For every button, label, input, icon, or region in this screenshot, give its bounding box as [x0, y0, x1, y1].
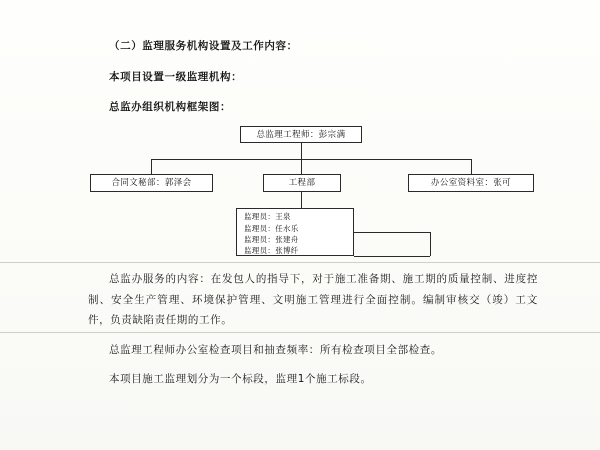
- staff-row: 监理员：张建舟: [244, 234, 299, 244]
- connector-top-stem: [301, 143, 302, 159]
- org-node-staff-list: [236, 208, 354, 256]
- staff-row: 监理员：任水乐: [244, 223, 299, 233]
- connector-drop-middle: [301, 159, 302, 174]
- connector-tail-vertical: [430, 232, 431, 256]
- org-node-engineering-dept: 工程部: [263, 174, 341, 192]
- paragraph-service-content: 总监办服务的内容：在发包人的指导下，对于施工准备期、施工期的质量控制、进度控制、安全生产管理、环境保护管理、文明施工管理进行全面控制。编制审核交（竣）工文件，负责缺陷责任期的工作。: [88, 273, 538, 327]
- section-heading: （二）监理服务机构设置及工作内容：: [109, 40, 298, 52]
- staff-row: 监理员：张博纤: [244, 246, 299, 256]
- connector-tail-bottom: [354, 256, 430, 257]
- line-project-level: 本项目设置一级监理机构：: [109, 71, 243, 84]
- line-framework-title: 总监办组织机构框架图：: [109, 100, 232, 113]
- document-content: [88, 36, 538, 399]
- org-chart: [88, 126, 538, 263]
- connector-middle-stem: [301, 192, 302, 208]
- paragraph-lot-division: 本项目施工监理划分为一个标段，监理1个施工标段。: [109, 373, 372, 386]
- org-node-office-archives: 办公室资料室：张可: [408, 174, 534, 192]
- connector-tail-top: [354, 232, 430, 233]
- paragraph-inspection-frequency: 总监理工程师办公室检查项目和抽查频率：所有检查项目全部检查。: [109, 343, 442, 356]
- connector-drop-right: [471, 159, 472, 174]
- org-node-chief-engineer: 总监理工程师：彭宗满: [240, 126, 362, 143]
- staff-row: 监理员：王泉: [244, 212, 291, 222]
- connector-horizontal-bus: [151, 159, 471, 160]
- connector-drop-left: [151, 159, 152, 174]
- org-node-contract-secretariat: 合同文秘部：郭泽会: [90, 174, 213, 192]
